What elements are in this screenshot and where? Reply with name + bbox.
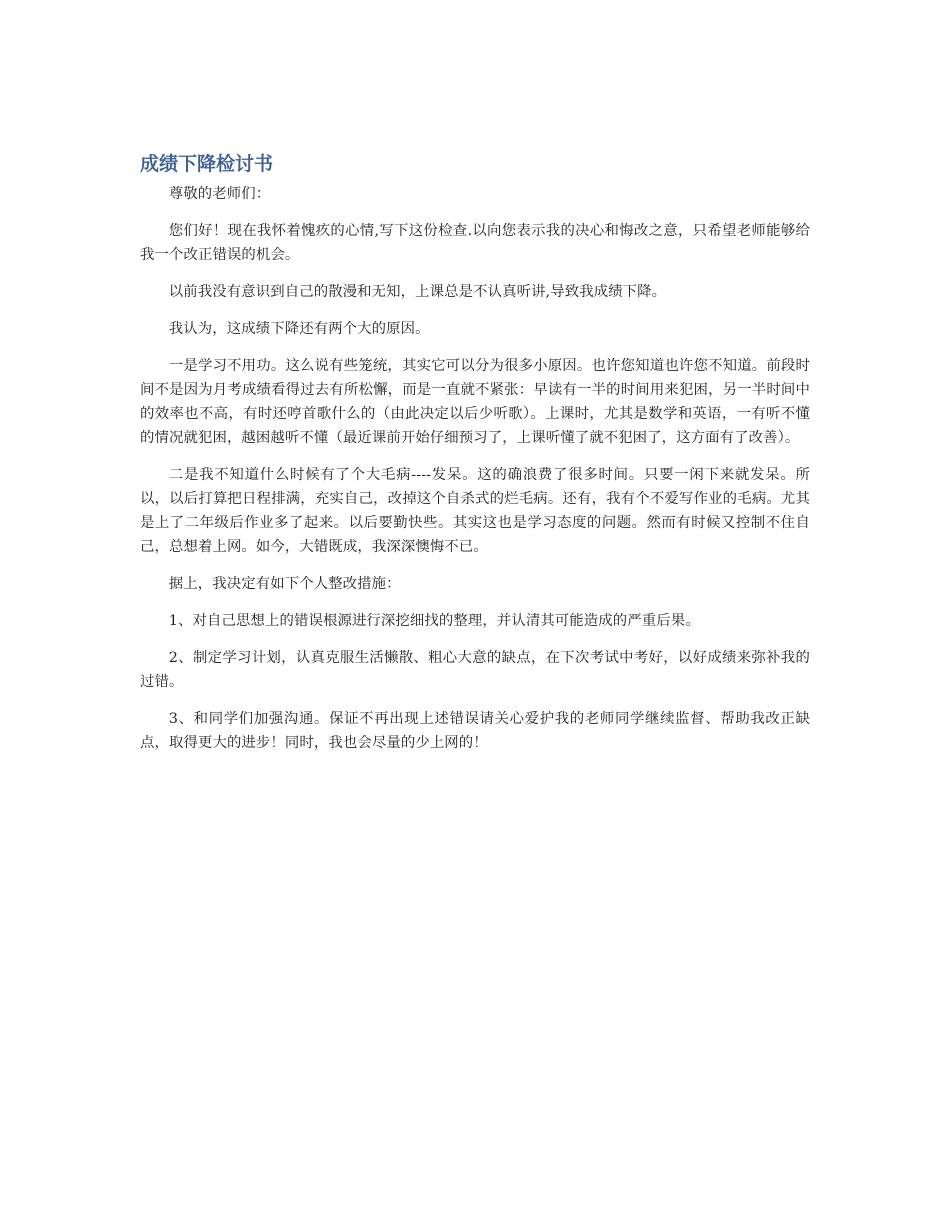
measure-item-2: 2、制定学习计划，认真克服生活懒散、粗心大意的缺点，在下次考试中考好，以好成绩来弥补我的过错。 bbox=[140, 650, 810, 690]
paragraph-reason-one: 一是学习不用功。这么说有些笼统，其实它可以分为很多小原因。也许您知道也许您不知道。前段时间不是因为月考成绩看得过去有所松懈，而是一直就不紧张：早读有一半的时间用来犯困，另一半时间中的效率也不高，有时还哼首歌什么的（由此决定以后少听歌）。上课时，尤其是数学和英语，一有听不懂的情况就犯困，越困越听不懂（最近课前开始仔细预习了，上课听懂了就不犯困了，这方面有了改善）。 bbox=[140, 358, 810, 446]
document-title: 成绩下降检讨书 bbox=[140, 153, 274, 175]
measure-item-3: 3、和同学们加强沟通。保证不再出现上述错误请关心爱护我的老师同学继续监督、帮助我改正缺点，取得更大的进步！同时，我也会尽量的少上网的！ bbox=[140, 711, 810, 751]
paragraph-greeting: 您们好！现在我怀着愧疚的心情,写下这份检查.以向您表示我的决心和悔改之意，只希望老师能够给我一个改正错误的机会。 bbox=[140, 223, 810, 263]
paragraph-acknowledgement: 以前我没有意识到自己的散漫和无知，上课总是不认真听讲,导致我成绩下降。 bbox=[168, 284, 667, 300]
paragraph-reason-two: 二是我不知道什么时候有了个大毛病----发呆。这的确浪费了很多时间。只要一闲下来就发呆。所以，以后打算把日程排满，充实自己，改掉这个自杀式的烂毛病。还有，我有个不爱写作业的毛病。尤其是上了二年级后作业多了起来。以后要勤快些。其实这也是学习态度的问题。然而有时候又控制不住自己，总想着上网。如今，大错既成，我深深懊悔不已。 bbox=[140, 467, 810, 555]
measure-item-1: 1、对自己思想上的错误根源进行深挖细找的整理，并认清其可能造成的严重后果。 bbox=[168, 613, 700, 629]
paragraph-measures-intro: 据上，我决定有如下个人整改措施： bbox=[168, 576, 401, 592]
salutation: 尊敬的老师们： bbox=[168, 186, 271, 202]
paragraph-reasons-intro: 我认为，这成绩下降还有两个大的原因。 bbox=[168, 321, 430, 337]
document-body bbox=[140, 150, 810, 768]
